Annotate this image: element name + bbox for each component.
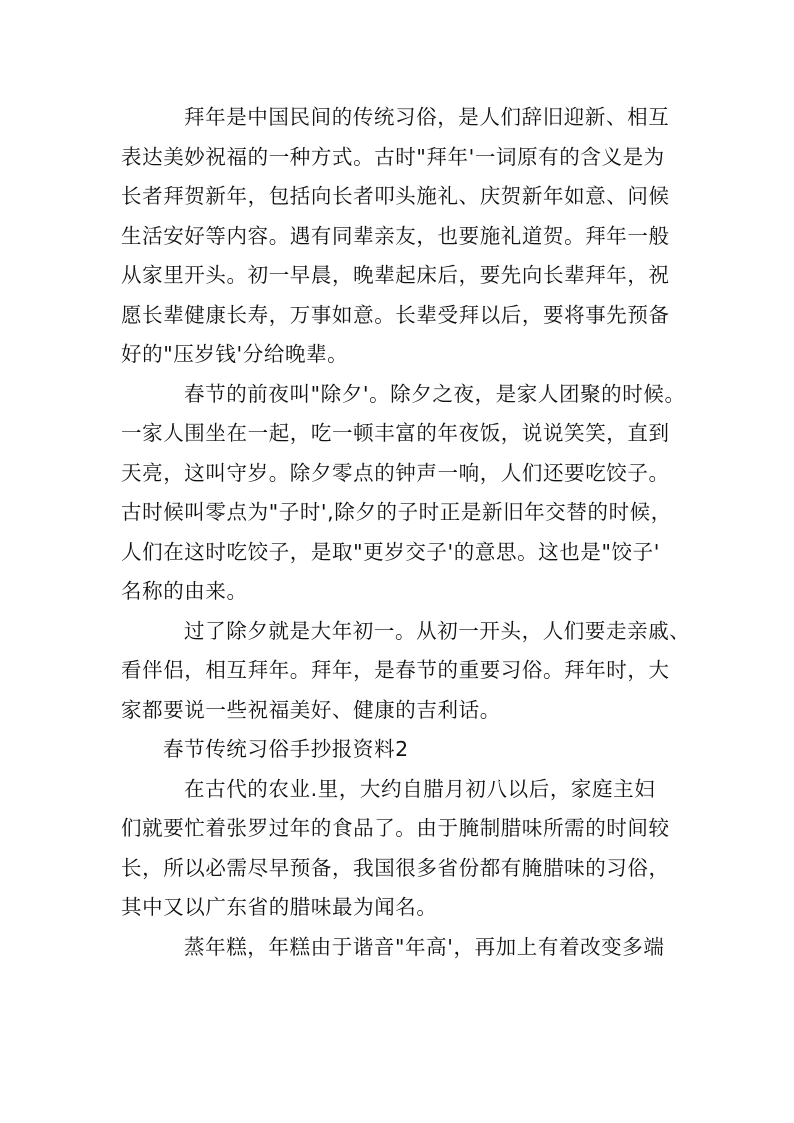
paragraph-line: 长者拜贺新年，包括向长者叩头施礼、庆贺新年如意、问候 [121, 184, 670, 208]
paragraph-line: 好的"压岁钱'分给晚辈。 [121, 342, 349, 366]
paragraph-line: 家都要说一些祝福美好、健康的吉利话。 [121, 698, 501, 722]
paragraph-line: 蒸年糕，年糕由于谐音"年高'，再加上有着改变多端 [184, 935, 665, 959]
paragraph-line: 一家人围坐在一起，吃一顿丰富的年夜饭，说说笑笑，直到 [121, 421, 670, 445]
paragraph-line: 春节的前夜叫"除夕'。除夕之夜，是家人团聚的时候。 [184, 382, 686, 406]
paragraph-line: 名称的由来。 [121, 579, 248, 603]
paragraph-line: 们就要忙着张罗过年的食品了。由于腌制腊味所需的时间较 [121, 816, 670, 840]
paragraph-line: 长，所以必需尽早预备，我国很多省份都有腌腊味的习俗， [121, 856, 670, 880]
paragraph-line: 古时候叫零点为"子时',除夕的子时正是新旧年交替的时候， [121, 500, 672, 524]
paragraph-line: 愿长辈健康长寿，万事如意。长辈受拜以后，要将事先预备 [121, 303, 670, 327]
paragraph-line: 看伴侣，相互拜年。拜年，是春节的重要习俗。拜年时，大 [121, 658, 670, 682]
paragraph-line: 天亮，这叫守岁。除夕零点的钟声一响，人们还要吃饺子。 [121, 461, 670, 485]
paragraph-line: 人们在这时吃饺子，是取"更岁交子'的意思。这也是"饺子' [121, 540, 660, 564]
paragraph-line: 过了除夕就是大年初一。从初一开头，人们要走亲戚、 [184, 619, 691, 643]
paragraph-line: 其中又以广东省的腊味最为闻名。 [121, 895, 438, 919]
section-heading: 春节传统习俗手抄报资料2 [163, 737, 409, 761]
paragraph-line: 在古代的农业.里，大约自腊月初八以后，家庭主妇 [184, 777, 656, 801]
paragraph-line: 生活安好等内容。遇有同辈亲友，也要施礼道贺。拜年一般 [121, 224, 670, 248]
paragraph-line: 拜年是中国民间的传统习俗，是人们辞旧迎新、相互 [184, 105, 670, 129]
paragraph-line: 表达美妙祝福的一种方式。古时"拜年'一词原有的含义是为 [121, 145, 665, 169]
paragraph-line: 从家里开头。初一早晨，晚辈起床后，要先向长辈拜年，祝 [121, 263, 670, 287]
